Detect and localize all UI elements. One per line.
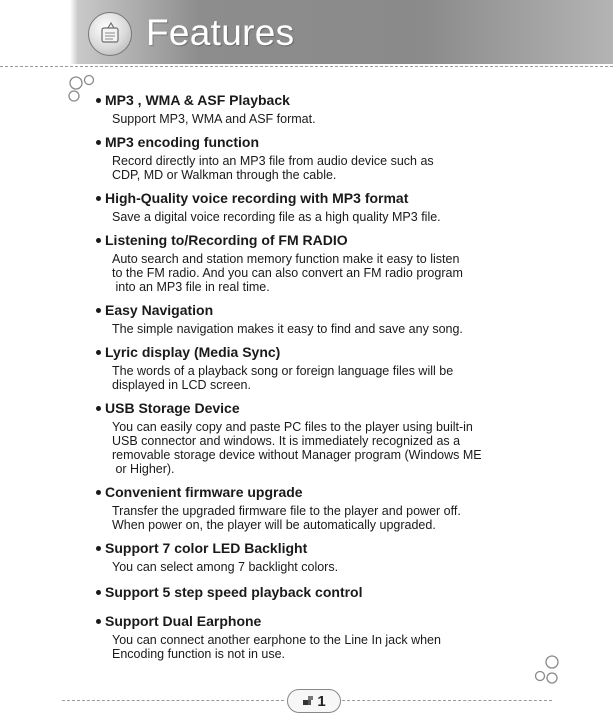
feature-title: Support 5 step speed playback control xyxy=(105,584,363,600)
feature-desc: Transfer the upgraded firmware file to the player and power off. When power on, the player will be automatically upgraded. xyxy=(112,504,461,532)
feature-desc: Save a digital voice recording file as a high quality MP3 file. xyxy=(112,210,441,224)
feature-item xyxy=(96,134,596,182)
bullet-icon xyxy=(96,590,101,595)
bullet-icon xyxy=(96,98,101,103)
feature-title: Lyric display (Media Sync) xyxy=(105,344,281,360)
feature-desc: Auto search and station memory function make it easy to listen to the FM radio. And you can also convert an FM radio program into an MP3 file in real time. xyxy=(112,252,463,294)
bullet-icon xyxy=(96,308,101,313)
page-number-badge xyxy=(287,689,341,713)
feature-item xyxy=(96,302,596,336)
feature-desc: You can connect another earphone to the Line In jack when Encoding function is not in use. xyxy=(112,633,441,661)
bullet-icon xyxy=(96,238,101,243)
feature-desc: You can easily copy and paste PC files to the player using built-in USB connector and windows. It is immediately recognized as a removable storage device without Manager program (Windows ME or Higher). xyxy=(112,420,482,476)
feature-title: MP3 , WMA & ASF Playback xyxy=(105,92,290,108)
feature-title: Convenient firmware upgrade xyxy=(105,484,303,500)
circles-decor-icon xyxy=(532,654,564,686)
feature-item xyxy=(96,484,596,532)
page-title: Features xyxy=(146,12,295,53)
feature-title: Support Dual Earphone xyxy=(105,613,262,629)
feature-desc: Support MP3, WMA and ASF format. xyxy=(112,112,316,126)
feature-item xyxy=(96,584,596,601)
bullet-icon xyxy=(96,196,101,201)
feature-title: MP3 encoding function xyxy=(105,134,259,150)
feature-title: Support 7 color LED Backlight xyxy=(105,540,308,556)
bullet-icon xyxy=(96,350,101,355)
feature-desc: Record directly into an MP3 file from audio device such as CDP, MD or Walkman through the cable. xyxy=(112,154,434,182)
feature-title: Easy Navigation xyxy=(105,302,214,318)
feature-item xyxy=(96,232,596,294)
feature-item xyxy=(96,190,596,224)
feature-item xyxy=(96,344,596,392)
header-divider xyxy=(0,66,613,67)
bullet-icon xyxy=(96,546,101,551)
bullet-icon xyxy=(96,490,101,495)
feature-title: High-Quality voice recording with MP3 format xyxy=(105,190,409,206)
document-icon xyxy=(88,12,132,56)
puzzle-icon xyxy=(302,695,314,707)
feature-desc: The simple navigation makes it easy to find and save any song. xyxy=(112,322,463,336)
feature-desc: The words of a playback song or foreign language files will be displayed in LCD screen. xyxy=(112,364,454,392)
bullet-icon xyxy=(96,406,101,411)
feature-item xyxy=(96,613,596,661)
feature-title: Listening to/Recording of FM RADIO xyxy=(105,232,348,248)
feature-item xyxy=(96,400,596,476)
footer-divider-left xyxy=(62,700,284,701)
feature-title: USB Storage Device xyxy=(105,400,240,416)
feature-desc: You can select among 7 backlight colors. xyxy=(112,560,339,574)
page-number: 1 xyxy=(317,692,326,710)
bullet-icon xyxy=(96,619,101,624)
bullet-icon xyxy=(96,140,101,145)
footer-divider-right xyxy=(342,700,552,701)
circles-decor-icon xyxy=(66,74,100,104)
feature-list xyxy=(96,92,596,661)
feature-item xyxy=(96,540,596,574)
feature-item xyxy=(96,92,596,126)
